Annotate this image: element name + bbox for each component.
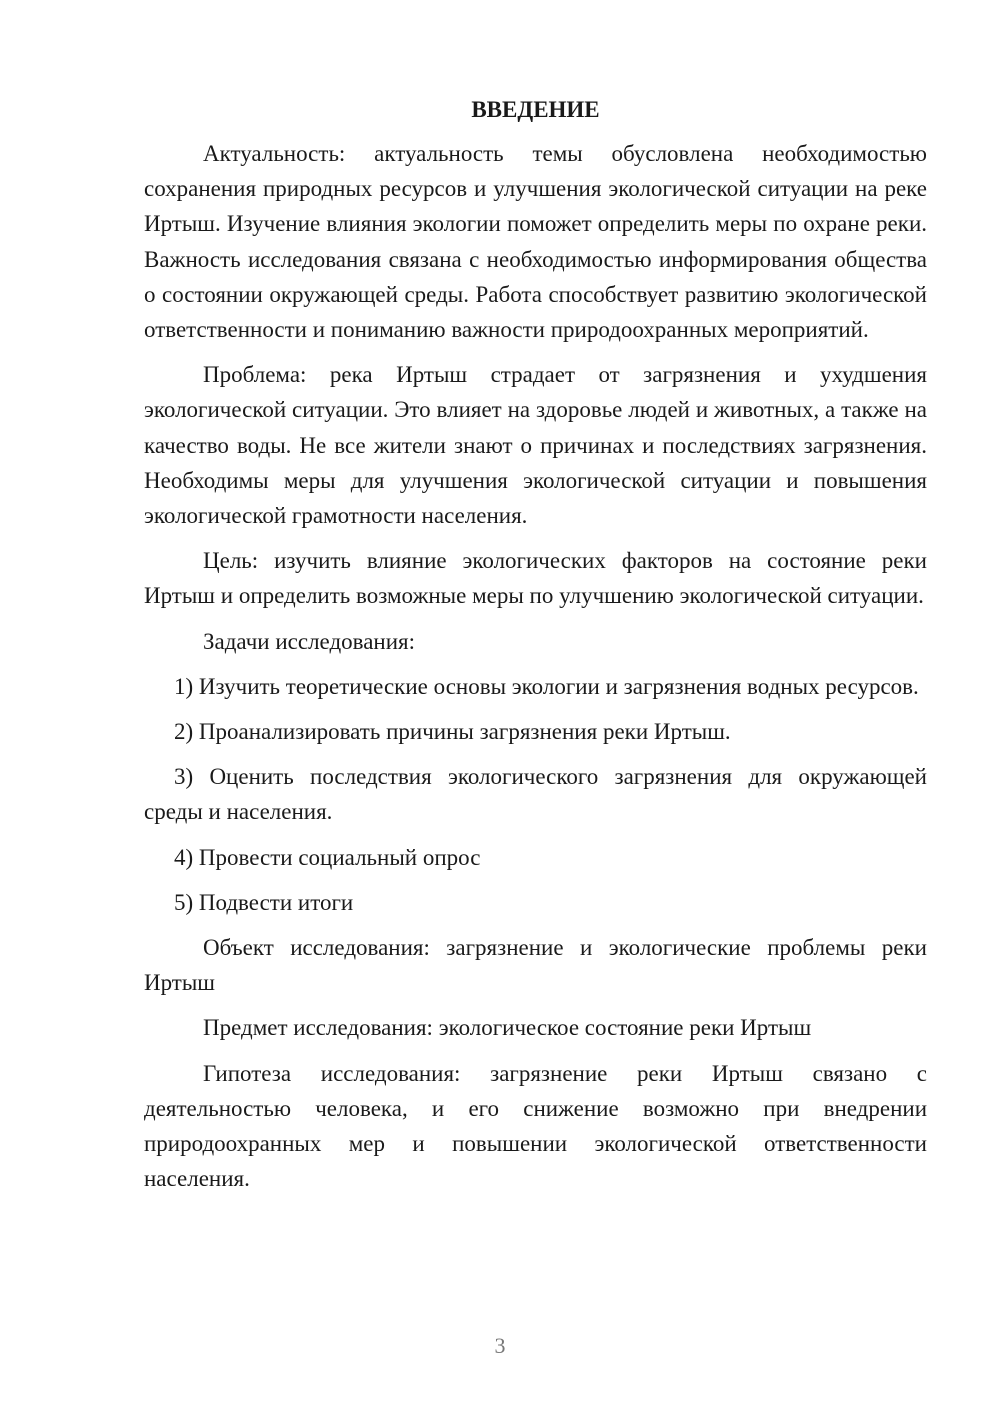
task-item-3: 3) Оценить последствия экологического загрязнения для окружающей среды и населения. [144, 764, 927, 825]
section-title: ВВЕДЕНИЕ [471, 97, 600, 122]
task-item-4: 4) Провести социальный опрос [174, 844, 481, 870]
object-paragraph: Объект исследования: загрязнение и экологические проблемы реки Иртыш [144, 935, 927, 996]
page-content [144, 92, 927, 1206]
task-item-1: 1) Изучить теоретические основы экологии и загрязнения водных ресурсов. [174, 673, 919, 699]
relevance-paragraph: Актуальность: актуальность темы обусловлена необходимостью сохранения природных ресурсов и улучшения экологической ситуации на реке Иртыш. Изучение влияния экологии поможет определить меры по охране реки. Важность исследования связана с необходимостью информирования общества о состоянии окружающей среды. Работа способствует развитию экологической ответственности и пониманию важности природоохранных мероприятий. [144, 141, 927, 343]
tasks-heading: Задачи исследования: [203, 628, 416, 654]
goal-paragraph: Цель: изучить влияние экологических факторов на состояние реки Иртыш и определить возможные меры по улучшению экологической ситуации. [144, 548, 927, 609]
problem-paragraph: Проблема: река Иртыш страдает от загрязнения и ухудшения экологической ситуации. Это влияет на здоровье людей и животных, а также на качество воды. Не все жители знают о причинах и последствиях загрязнения. Необходимы меры для улучшения экологической ситуации и повышения экологической грамотности населения. [144, 362, 927, 529]
task-item-2: 2) Проанализировать причины загрязнения реки Иртыш. [174, 719, 731, 745]
page-number: 3 [494, 1333, 506, 1358]
hypothesis-paragraph: Гипотеза исследования: загрязнение реки Иртыш связано с деятельностью человека, и его снижение возможно при внедрении природоохранных мер и повышении экологической ответственности населения. [144, 1060, 927, 1192]
subject-paragraph: Предмет исследования: экологическое состояние реки Иртыш [203, 1015, 812, 1041]
task-item-5: 5) Подвести итоги [174, 889, 354, 915]
